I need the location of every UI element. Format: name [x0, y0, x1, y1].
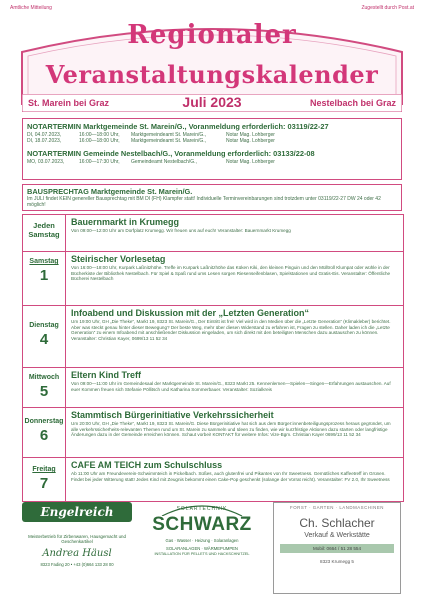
notar1-prefix: NOTARTERMIN: [27, 122, 82, 131]
title-regionaler: Regionaler: [127, 20, 297, 50]
notar1-row-place: Marktgemeindeamt St. Marein/G.,: [131, 132, 207, 138]
engelreich-logo: Engelreich: [22, 502, 132, 522]
notar2-row-date: MO, 03.07.2023,: [27, 158, 65, 165]
event-day-label: Donnerstag: [24, 418, 64, 425]
event-body: [71, 410, 399, 438]
ad-solartechnik-schwarz: [152, 502, 252, 592]
event-day: [23, 306, 66, 368]
event-day-label: Dienstag: [29, 322, 59, 329]
event-row: [23, 407, 403, 458]
notar1-row-date: DI, 04.07.2023,: [27, 132, 62, 138]
event-day-number: 7: [39, 475, 49, 492]
schlacher-top: FORST · GARTEN · LANDMASCHINEN: [290, 505, 384, 510]
event-text: Ab 11:00 Uhr am Freundeverein-Schwimmteich in Pickelbach. Süßes, auch glutenfrei und Pikantes von Ihr Sweetness. Gemütliches Kaffeetreff im Grünen. Findet bei jeder Witterung statt! Jedes Kind mit Zeugnis bekommt einen Cake-Pop geschenkt (solange der Vorrat reicht). Veranstalter: FV 2.0, Ihr Sweetness: [71, 471, 390, 482]
event-text: Von 09:00—12:00 Uhr am Dorfplatz Krumegg. Wir freuen uns auf euch! Veranstalter: Bauernmarkt Krumegg: [71, 228, 291, 233]
event-body: [71, 254, 399, 282]
event-row: [23, 215, 403, 251]
event-row: [23, 367, 403, 408]
event-day: [23, 368, 66, 408]
event-title: Stammtisch Bürgerinitiative Verkehrssicherheit: [71, 410, 274, 420]
schwarz-line2: SOLARANLAGEN · WÄRMEPUMPEN: [166, 546, 238, 551]
event-day-number: Samstag: [28, 230, 60, 239]
schlacher-name: Ch. Schlacher: [299, 516, 375, 530]
event-text: Von 09:00—11:00 Uhr im Gemeindesaal der Marktgemeinde St. Marein/G., 8323 Markt 25. Kennenlernen—Spielen—Singen—Erfahrungen austauschen. Auf euer Kommen freuen sich Stefanie Pöllitsch und Katharina Sommerbauer. Veranstalter: Sozialkreis: [71, 381, 391, 392]
schwarz-name: SCHWARZ: [152, 514, 252, 535]
event-title: CAFE AM TEICH zum Schulschluss: [71, 460, 223, 470]
notar1-row-time: 16:00—18:00 Uhr,: [79, 132, 120, 138]
schwarz-top: SOLARTECHNIK: [176, 506, 228, 512]
schwarz-line1: Gas · Wasser · Heizung · Solaranlagen: [165, 538, 239, 543]
delivery-note-label: Zugestellt durch Post.at: [361, 5, 414, 11]
event-title: Eltern Kind Treff: [71, 370, 142, 380]
events-table: [22, 214, 404, 502]
event-day-number: 1: [39, 267, 49, 284]
place-st-marein: St. Marein bei Graz: [28, 98, 110, 108]
event-day-label: Samstag: [29, 258, 59, 265]
bausprechtag-box: [22, 184, 402, 211]
event-body: [71, 217, 399, 234]
event-day-number: 4: [39, 331, 49, 348]
notar1-row-date: DI, 18.07.2023,: [27, 138, 62, 145]
engelreich-tagline: Meisterbetrieb für Zirbenwaren, Hausgemacht und Geschenkartikel: [28, 534, 126, 545]
notar1-row: [27, 138, 397, 144]
ad-engelreich: [22, 502, 132, 592]
event-day-number: 6: [39, 427, 49, 444]
event-day-label: Jeden: [33, 221, 55, 230]
event-text: Um 20:00 Uhr, GH „Die Theke“, Markt 19, 8323 St. Marein/G. Diese Bürgerinitiative hat sich aus dem Bürger:innenbeteiligungsprozess heraus gegründet, um alle verkehrssicherheits-relevanten Themen rund um St. Marein zu sammeln und Ideen zu finden, wie wir kurzfristige Aktionen dazu starten oder langfristige Änderungen dazu in der Gemeinde erreichen können. Schaut vorbei! KONTAKT für weitere Infos: Vize-Bgm. Christian Kayer 0699/13 11 52 34: [71, 421, 391, 438]
schlacher-sub: Verkauf & Werkstätte: [304, 532, 370, 539]
notar1-row-notary: Notar Mag. Lohberger: [226, 138, 275, 145]
ad-schlacher: [273, 502, 401, 594]
event-row: [23, 457, 403, 502]
event-day: [23, 408, 66, 458]
schlacher-contact: Mobil: 0664 / 51 28 554: [280, 544, 394, 553]
title-veranstaltungskalender: Veranstaltungskalender: [45, 60, 379, 89]
event-body: [71, 460, 399, 482]
event-day-label: Freitag: [32, 466, 56, 473]
schlacher-address: 8323 Krumegg 5: [320, 559, 354, 564]
event-title: Bauernmarkt in Krumegg: [71, 217, 180, 227]
event-body: [71, 370, 399, 392]
engelreich-contact: 8323 Fading 20 • +43 (0)664 133 28 00: [40, 561, 114, 567]
event-title: Steirischer Vorlesetag: [71, 254, 166, 264]
engelreich-name: Andrea Häusl: [42, 547, 112, 559]
bau-title: BAUSPRECHTAG Marktgemeinde St. Marein/G.: [27, 187, 193, 196]
event-day-number: 5: [39, 383, 49, 400]
notar1-row-notary: Notar Mag. Lohberger: [226, 132, 275, 138]
notar2-heading: [27, 149, 397, 159]
notar2-row-notary: Notar Mag. Lohberger: [226, 158, 275, 165]
notar1-heading: [27, 122, 397, 132]
month-label: Juli 2023: [182, 94, 242, 110]
event-text: Um 19:00 Uhr, GH „Die Theke“, Markt 19, 8323 St. Marein/G., Der Eintritt ist frei! Viel wird in den Medien über die „Letzte Generation“ (Klimakleber) berichtet. Aber was steckt genau hinter dieser Bewegung? Der beste Weg, mehr über diesen Widerstand zu erfahren ist, Fragen zu stellen. Daher laden ich die „Letzte Generation“ zu einem Infoabend mit anschließender Diskussion eingeladen, um sich direkt mit den beteiligten Menschen dazu austauschen zu können. Veranstalter: Christian Kayer, 0699/13 11 52 34: [71, 319, 391, 342]
notar2-row: [27, 159, 397, 165]
event-day: [23, 215, 66, 251]
notar2-row-place: Gemeindeamt Nestelbach/G.,: [131, 158, 197, 165]
notar1-title: Marktgemeinde St. Marein/G., Voranmeldung erforderlich: 03119/22-27: [81, 122, 329, 131]
event-row: [23, 305, 403, 368]
notar2-row-time: 16:00—17:30 Uhr,: [79, 158, 120, 165]
notar2-title: Gemeinde Nestelbach/G., Voranmeldung erforderlich: 03133/22-08: [81, 148, 315, 158]
notar2-prefix: NOTARTERMIN: [27, 148, 82, 158]
event-day-label: Mittwoch: [28, 374, 60, 381]
place-nestelbach: Nestelbach bei Graz: [309, 98, 396, 108]
event-body: [71, 308, 399, 342]
notar1-row-time: 16:00—18:00 Uhr,: [79, 138, 120, 145]
notar1-row-place: Marktgemeindeamt St. Marein/G.,: [131, 138, 207, 145]
event-day: [23, 458, 66, 502]
event-row: [23, 251, 403, 306]
bau-text: Im JULI findet KEIN genereller Bausprechtag mit BM DI (FH) Klampfer statt! Individuelle Terminvereinbarungen sind trotzdem unter 03119/22-27 DW 24 oder 42 möglich!: [27, 196, 381, 209]
official-notice-label: Amtliche Mitteilung: [10, 5, 52, 11]
schwarz-line3: INSTALLATION FÜR PELLETS UND HACKSCHNITZEL: [154, 552, 250, 556]
notar-box: [22, 118, 402, 180]
event-text: Von 16:00—18:00 Uhr, Kurpark Laßnitzhöhe. Treffe im Kurpark Laßnitzhöhe das Küken Kiki, den kleinen Pinguin und den Mülltroll Klumpat oder wühle in der Bücherkiste der Bibliothek Nestelbach. Für Spiel & Spaß rund ums Lesen sorgen Riesenseifenblasen, Spielstationen und Gratis-Eis. Veranstalter: Öffentliche Bücherei Nestelbach: [71, 265, 391, 282]
event-day: [23, 252, 66, 306]
event-title: Infoabend und Diskussion mit der „Letzten Generation“: [71, 308, 310, 318]
